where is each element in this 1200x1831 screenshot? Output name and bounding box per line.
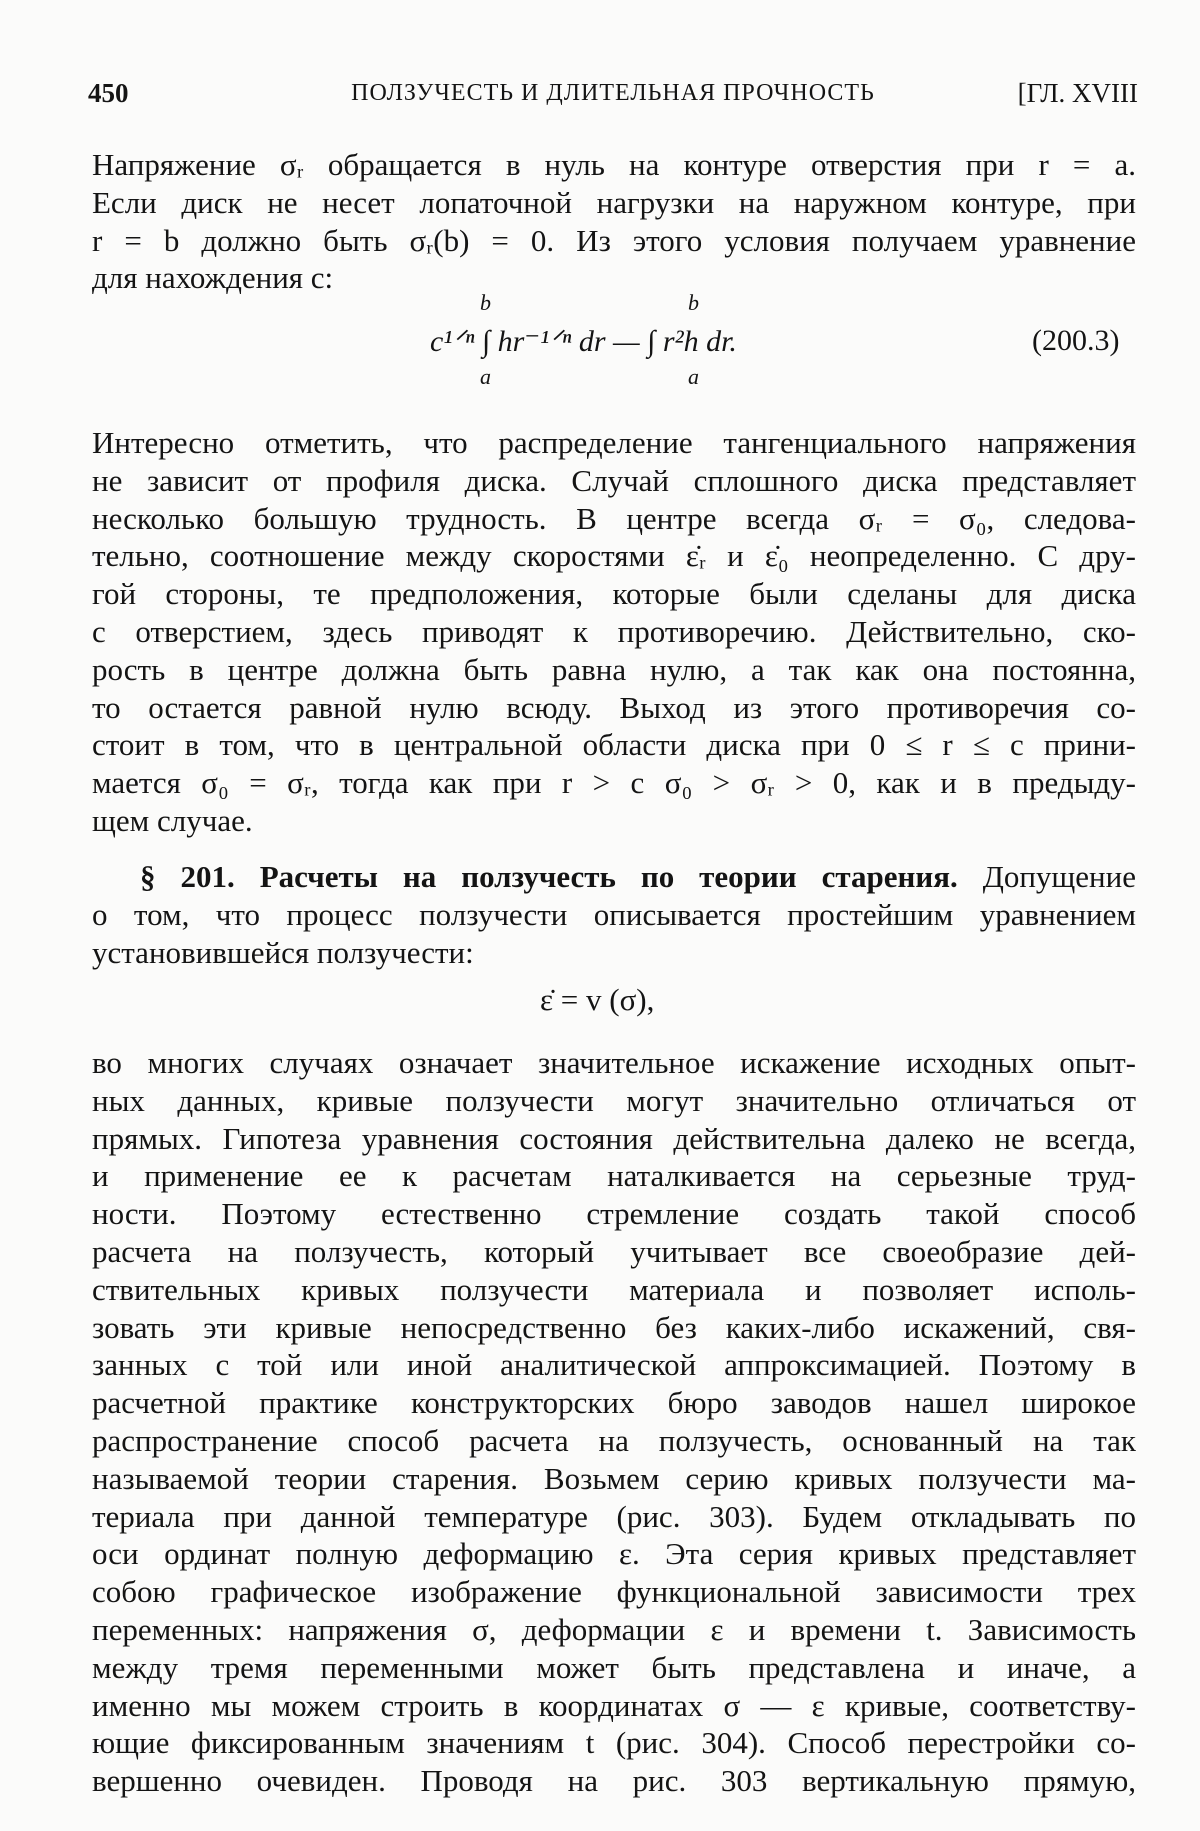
text-line: мается σ₀ = σᵣ, тогда как при r > c σ₀ > σᵣ > 0, как и в предыду- [92,765,1136,801]
equation-number: (200.3) [1032,324,1120,357]
text-line: для нахождения c: [92,260,334,296]
text-line: переменных: напряжения σ, деформации ε и времени t. Зависимость [92,1611,1136,1647]
text-line: называемой теории старения. Возьмем серию кривых ползучести ма- [92,1460,1136,1496]
section-number: § 201. [140,859,235,894]
text-line: то остается равной нулю всюду. Выход из этого противоречия со- [92,689,1136,725]
text-line: установившейся ползучести: [92,934,474,970]
lower-limit: a [480,364,491,389]
paragraph-3 [92,1044,1136,1800]
text-line: ствительных кривых ползучести материала и позволяет исполь- [92,1271,1136,1307]
lower-limit: a [688,364,699,389]
upper-limit: b [480,290,491,315]
text-line: щем случае. [92,802,253,838]
text-line: распространение способ расчета на ползучесть, основанный на так [92,1422,1136,1458]
text-line: териала при данной температуре (рис. 303). Будем откладывать по [92,1498,1136,1534]
text-line: не зависит от профиля диска. Случай сплошного диска представляет [92,462,1136,498]
text-line: несколько большую трудность. В центре всегда σᵣ = σ₀, следова- [92,500,1136,536]
section-lead-text: Допущение [957,859,1136,894]
text-line: тельно, соотношение между скоростями ε̇ᵣ и ε̇₀ неопределенно. С дру- [92,538,1136,574]
text-line: ющие фиксированным значениям t (рис. 304). Способ перестройки со- [92,1725,1136,1761]
text-line: расчетной практике конструкторских бюро заводов нашел широкое [92,1385,1136,1421]
text-line: рость в центре должна быть равна нулю, а так как она постоянна, [92,651,1136,687]
text-line: во многих случаях означает значительное искажение исходных опыт- [92,1045,1136,1080]
text-line: именно мы можем строить в координатах σ — ε кривые, соответству- [92,1687,1136,1723]
page-header [88,78,1138,118]
section-201 [92,858,1136,971]
text-line: r = b должно быть σᵣ(b) = 0. Из этого условия получаем уравнение [92,222,1136,258]
section-heading-line [92,858,1136,896]
text-line: о том, что процесс ползучести описывается простейшим уравнением [92,896,1136,932]
text-line: Если диск не несет лопаточной нагрузки на наружном контуре, при [92,184,1136,220]
text-line: вершенно очевиден. Проводя на рис. 303 вертикальную прямую, [92,1763,1136,1799]
text-line: Интересно отметить, что распределение тангенциального напряжения [92,425,1136,460]
text-line: расчета на ползучесть, который учитывает все своеобразие дей- [92,1233,1136,1269]
text-line: занных с той или иной аналитической аппроксимацией. Поэтому в [92,1347,1136,1383]
running-title: ПОЛЗУЧЕСТЬ И ДЛИТЕЛЬНАЯ ПРОЧНОСТЬ [351,80,875,106]
text-line: ных данных, кривые ползучести могут значительно отличаться от [92,1082,1136,1118]
paragraph-2 [92,424,1136,840]
text-line: и применение ее к расчетам наталкивается на серьезные труд- [92,1158,1136,1194]
paragraph-1 [92,146,1136,297]
text-line: с отверстием, здесь приводят к противоречию. Действительно, ско- [92,613,1136,649]
section-title: Расчеты на ползучесть по теории старения. [259,859,958,894]
text-line: стоит в том, что в центральной области диска при 0 ≤ r ≤ c прини- [92,727,1136,763]
creep-equation: ε̇ = v (σ), [540,982,655,1017]
text-line: прямых. Гипотеза уравнения состояния действительна далеко не всегда, [92,1120,1136,1156]
equation-200-3 [0,290,1200,390]
text-line: ности. Поэтому естественно стремление создать такой способ [92,1196,1136,1232]
text-line: между тремя переменными может быть представлена и иначе, а [92,1649,1136,1685]
chapter-label: [ГЛ. XVIII [1017,78,1138,108]
text-line: гой стороны, те предположения, которые были сделаны для диска [92,576,1136,612]
equation-body: c¹ᐟⁿ ∫ hr⁻¹ᐟⁿ dr — ∫ r²h dr. [430,325,737,358]
text-line: зовать эти кривые непосредственно без каких-либо искажений, свя- [92,1309,1136,1345]
page-number: 450 [88,78,129,108]
text-line: оси ординат полную деформацию ε. Эта серия кривых представляет [92,1536,1136,1572]
upper-limit: b [688,290,699,315]
text-line: Напряжение σᵣ обращается в нуль на контуре отверстия при r = a. [92,147,1136,182]
text-line: собою графическое изображение функциональной зависимости трех [92,1574,1136,1610]
